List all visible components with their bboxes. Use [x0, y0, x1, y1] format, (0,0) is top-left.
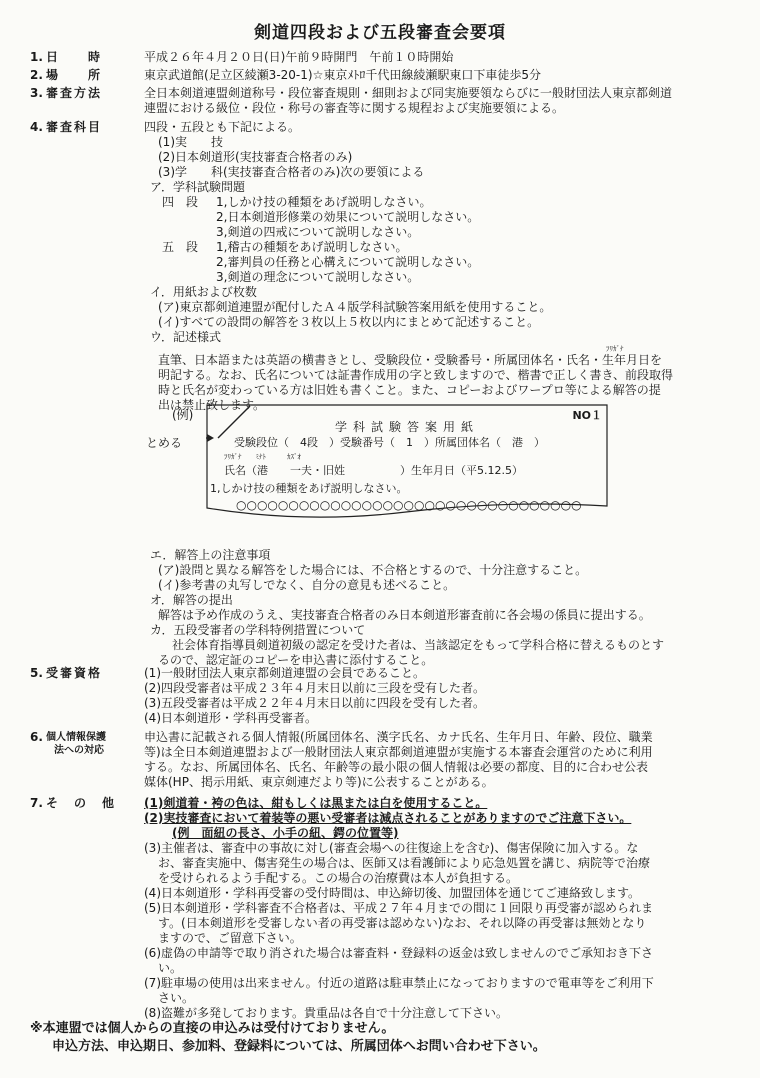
- other-item-insurance: お、審査実施中、傷害発生の場合は、医師又は看護師により応急処置を講じ、病院等で治療: [158, 856, 651, 870]
- section-label: [46, 731, 146, 757]
- method-line: 全日本剣道連盟剣道称号・段位審査規則・細則および同実施要領ならびに一般財団法人東京都剣道: [144, 86, 673, 100]
- subject-item: (3)学 科(実技審査合格者のみ)次の要領による: [158, 165, 425, 179]
- other-item-insurance: (3)主催者は、審査中の事故に対し(審査会場への往復途上を含む)、傷害保険に加入する。な: [144, 841, 639, 855]
- other-item-retake-time: (4)日本剣道形・学科再受審の受付時間は、申込締切後、加盟団体を通じてご連絡致します。: [144, 886, 641, 900]
- format-line: 直筆、日本語または英語の横書きとし、受験段位・受験番号・所属団体名・氏名・生年月日を: [158, 353, 663, 367]
- answer-note: (イ)参考書の丸写しでなく、自分の意見も述べること。: [158, 578, 456, 592]
- privacy-line: 媒体(HP、掲示用紙、東京剣連だより等)に公表することがある。: [144, 775, 494, 789]
- section-number: 2.: [30, 68, 43, 82]
- section-label: 審査科目: [46, 120, 103, 134]
- format-line: 時と氏名が変わっている方は旧姓も書くこと。また、コピーおよびワープロ等による解答の提: [158, 383, 661, 397]
- other-item-refund: い。: [158, 961, 183, 975]
- paper-item: (イ)すべての設問の解答を３枚以上５枚以内にまとめて記述すること。: [158, 315, 540, 329]
- other-item-retake: す。(日本剣道形を受審しない者の再受審は認めない)なお、それ以降の再受審は無効となり: [158, 916, 647, 930]
- sample-sheet: [206, 404, 608, 522]
- eligibility-item: (3)五段受審者は平成２２年４月末日以前に四段を受有した者。: [144, 696, 486, 710]
- answer-notes-heading: エ．解答上の注意事項: [150, 548, 271, 562]
- question-item: 2,日本剣道形修業の効果について説明しなさい。: [216, 210, 480, 224]
- privacy-line: 申込書に記載される個人情報(所属団体名、漢字氏名、カナ氏名、生年月日、年齢、段位、職業: [144, 730, 653, 744]
- privacy-line: 等)は全日本剣道連盟および一般財団法人東京都剣道連盟が実施する本審査会運営のために利用: [144, 745, 653, 759]
- section-number: 4.: [30, 120, 43, 134]
- other-item-parking: さい。: [158, 991, 195, 1005]
- special-measure-line: るので、認定証のコピーを申込書に添付すること。: [158, 653, 434, 667]
- format-line: 明記する。なお、氏名については証書作成用の字と致しますので、楷書で正しく書き、前段取得: [158, 368, 674, 382]
- privacy-line: する。なお、所属団体名、氏名、年齢等の最小限の個人情報は必要の都度、目的に合わせ公表: [144, 760, 649, 774]
- privacy-label-line: 法への対応: [54, 745, 104, 756]
- sheet-number: NO１: [572, 409, 602, 422]
- special-measure-heading: カ．五段受審者の学科特例措置について: [150, 623, 366, 637]
- furigana-annotation: ﾌﾘｶﾞﾅ: [606, 345, 624, 353]
- section-label: 日 時: [46, 50, 103, 64]
- paper-heading: イ．用紙および枚数: [150, 285, 257, 299]
- submission-heading: オ．解答の提出: [150, 593, 233, 607]
- yondan-questions: [144, 195, 744, 240]
- section-label: 審査方法: [46, 86, 103, 100]
- paper-item: (ア)東京都剣道連盟が配付したＡ４版学科試験答案用紙を使用すること。: [158, 300, 552, 314]
- sheet-exam-info: 受験段位（ 4段 ）受験番号（ 1 ）所属団体名（ 港 ）: [234, 436, 545, 449]
- section-number: 5.: [30, 666, 43, 680]
- section-label: 受審資格: [46, 666, 103, 680]
- date-text: 平成２６年４月２０日(日)午前９時開門 午前１０時開始: [144, 50, 454, 64]
- arrow-head: [207, 434, 214, 442]
- sheet-question: 1,しかけ技の種類をあげ説明しなさい。: [210, 482, 408, 495]
- other-item-retake: (5)日本剣道形・学科審査不合格者は、平成２７年４月までの間に１回限り再受審が認められま: [144, 901, 654, 915]
- staple-label: とめる: [146, 436, 183, 450]
- format-heading: ウ．記述様式: [150, 330, 222, 344]
- other-item-attire-example: (例 面紐の長さ、小手の紐、鍔の位置等): [172, 826, 399, 840]
- question-item: 2,審判員の任務と心構えについて説明しなさい。: [216, 255, 480, 269]
- other-item-refund: (6)虚偽の申請等で取り消された場合は審査料・登録料の返金は致しませんのでご承知おき下さ: [144, 946, 654, 960]
- sheet-answer-placeholder: ○○○○○○○○○○○○○○○○○○○○○○○○○○○○○○○○○: [236, 498, 582, 512]
- sheet-title: 学科試験答案用紙: [334, 420, 479, 434]
- question-item: 1,稽古の種類をあげ説明しなさい。: [216, 240, 408, 254]
- sheet-furigana: ﾌﾘｶﾞﾅ ﾐﾅﾄ ｶｽﾞｵ: [224, 453, 301, 461]
- footer-notice: [30, 1020, 730, 1056]
- eligibility-item: (1)一般財団法人東京都剣道連盟の会員であること。: [144, 666, 426, 680]
- footer-line: ※本連盟では個人からの直接の申込みは受付けておりません。: [30, 1021, 395, 1036]
- section-label: 場 所: [46, 68, 103, 82]
- subject-item: (1)実 技: [158, 135, 223, 149]
- other-item-attire: (2)実技審査において着装等の悪い受審者は減点されることがありますのでご注意下さい。: [144, 811, 632, 825]
- privacy-label-line: 個人情報保護: [46, 732, 106, 743]
- section-number: 6.: [30, 730, 43, 744]
- page-title: 剣道四段および五段審査会要項: [254, 23, 506, 43]
- method-line: 連盟における級位・段位・称号の審査等に関する規程および実施要領による。: [144, 101, 565, 115]
- other-item-theft: (8)盗難が多発しております。貴重品は各自で十分注意して下さい。: [144, 1006, 509, 1020]
- submission-text: 解答は予め作成のうえ、実技審査合格者のみ日本剣道形審査前に各会場の係員に提出する。: [158, 608, 651, 622]
- godan-label: 五 段: [162, 240, 199, 254]
- subject-item: (2)日本剣道形(実技審査合格者のみ): [158, 150, 353, 164]
- section-label: そ の 他: [46, 796, 117, 810]
- question-item: 3,剣道の四戒について説明しなさい。: [216, 225, 420, 239]
- special-measure-line: 社会体育指導員剣道初級の認定を受けた者は、当該認定をもって学科合格に替えるものとす: [172, 638, 665, 652]
- footer-line: 申込方法、申込期日、参加料、登録料については、所属団体へお問い合わせ下さい。: [52, 1039, 546, 1054]
- eligibility-item: (2)四段受審者は平成２３年４月末日以前に三段を受有した者。: [144, 681, 486, 695]
- eligibility-item: (4)日本剣道形・学科再受審者。: [144, 711, 317, 725]
- other-item-insurance: を受けられるよう手配する。この場合の治療費は本人が負担する。: [158, 871, 519, 885]
- other-item-retake: ますので、ご留意下さい。: [158, 931, 302, 945]
- exam-questions-heading: ア．学科試験問題: [150, 180, 246, 194]
- subjects-intro: 四段・五段とも下記による。: [144, 120, 301, 134]
- question-item: 1,しかけ技の種類をあげ説明しなさい。: [216, 195, 432, 209]
- answer-note: (ア)設問と異なる解答をした場合には、不合格とするので、十分注意すること。: [158, 563, 588, 577]
- yondan-label: 四 段: [162, 195, 199, 209]
- section-number: 3.: [30, 86, 43, 100]
- godan-questions: [144, 240, 744, 285]
- question-item: 3,剣道の理念について説明しなさい。: [216, 270, 420, 284]
- other-item-parking: (7)駐車場の使用は出来ません。付近の道路は駐車禁止になっておりますので電車等をご利用下: [144, 976, 654, 990]
- section-number: 1.: [30, 50, 43, 64]
- venue-text: 東京武道館(足立区綾瀬3-20-1)☆東京ﾒﾄﾛ千代田線綾瀬駅東口下車徒歩5分: [144, 68, 541, 82]
- other-item-uniform: (1)剣道着・袴の色は、紺もしくは黒または白を使用すること。: [144, 796, 488, 810]
- example-label: (例): [172, 408, 194, 422]
- format-line: 出は禁止致します。: [158, 398, 266, 412]
- sheet-name-line: 氏名（港 一夫・旧姓 ）生年月日（平5.12.5）: [224, 464, 523, 477]
- section-number: 7.: [30, 796, 43, 810]
